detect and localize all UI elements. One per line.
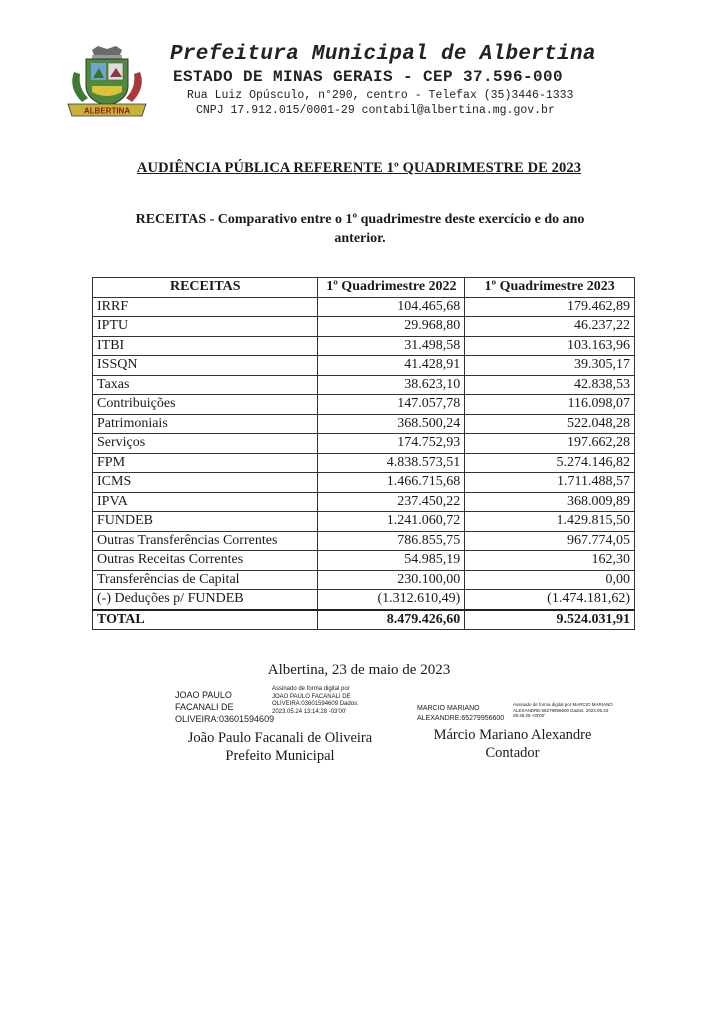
digital-signature-meta-right: Assinado de forma digital por MARCIO MARIANO ALEXANDRE:65279956600 Dados: 2023.05.23 08:46:28 -03'00' <box>513 702 613 718</box>
revenue-comparison-table <box>92 277 635 630</box>
signer-name: João Paulo Facanali de Oliveira <box>187 730 373 746</box>
row-value-2022: 230.100,00 <box>318 570 465 590</box>
row-value-2022: 237.450,22 <box>318 492 465 512</box>
table-row <box>93 356 635 376</box>
row-value-2023: 103.163,96 <box>465 336 635 356</box>
table-row <box>93 531 635 551</box>
municipal-crest-logo <box>64 44 150 120</box>
row-value-2023: 42.838,53 <box>465 375 635 395</box>
row-label: IRRF <box>93 297 318 317</box>
row-label: ICMS <box>93 473 318 493</box>
row-value-2023: 368.009,89 <box>465 492 635 512</box>
row-value-2022: 368.500,24 <box>318 414 465 434</box>
row-value-2022: (1.312.610,49) <box>318 590 465 610</box>
row-label: ISSQN <box>93 356 318 376</box>
total-value-2023: 9.524.031,91 <box>465 610 635 630</box>
row-value-2023: 522.048,28 <box>465 414 635 434</box>
row-label: Serviços <box>93 434 318 454</box>
total-value-2022: 8.479.426,60 <box>318 610 465 630</box>
header-2022: 1º Quadrimestre 2022 <box>318 278 465 298</box>
signer-role: Contador <box>485 745 540 761</box>
row-label: (-) Deduções p/ FUNDEB <box>93 590 318 610</box>
table-row <box>93 551 635 571</box>
row-value-2022: 31.498,58 <box>318 336 465 356</box>
table-row <box>93 492 635 512</box>
row-label: IPVA <box>93 492 318 512</box>
row-value-2022: 147.057,78 <box>318 395 465 415</box>
table-row <box>93 414 635 434</box>
row-value-2023: 116.098,07 <box>465 395 635 415</box>
row-label: Contribuições <box>93 395 318 415</box>
digital-signature-meta-left: Assinado de forma digital por JOAO PAULO FACANALI DE OLIVEIRA:03601594609 Dados: 2023.05.24 13:14:28 -03'00' <box>272 686 359 715</box>
row-label: IPTU <box>93 317 318 337</box>
digital-signature-name-left: JOAO PAULO FACANALI DE OLIVEIRA:03601594609 <box>175 690 275 724</box>
table-row <box>93 570 635 590</box>
row-value-2023: 1.429.815,50 <box>465 512 635 532</box>
signer-block-mayor <box>170 729 390 765</box>
header-receitas: RECEITAS <box>93 278 318 298</box>
table-row <box>93 297 635 317</box>
table-row <box>93 453 635 473</box>
row-label: FPM <box>93 453 318 473</box>
table-row <box>93 395 635 415</box>
row-label: Outras Transferências Correntes <box>93 531 318 551</box>
municipality-title: Prefeitura Municipal de Albertina <box>170 43 596 66</box>
row-value-2022: 104.465,68 <box>318 297 465 317</box>
table-row <box>93 317 635 337</box>
document-title: AUDIÊNCIA PÚBLICA REFERENTE 1º QUADRIMESTRE DE 2023 <box>136 160 582 176</box>
row-value-2023: (1.474.181,62) <box>465 590 635 610</box>
document-subtitle: RECEITAS - Comparativo entre o 1º quadrimestre deste exercício e do ano anterior. <box>135 212 585 246</box>
signer-block-accountant <box>400 726 625 762</box>
place-and-date: Albertina, 23 de maio de 2023 <box>267 662 451 678</box>
signer-role: Prefeito Municipal <box>225 748 335 764</box>
row-value-2023: 967.774,05 <box>465 531 635 551</box>
state-cep-line: ESTADO DE MINAS GERAIS - CEP 37.596-000 <box>173 68 564 86</box>
row-value-2023: 46.237,22 <box>465 317 635 337</box>
row-label: Outras Receitas Correntes <box>93 551 318 571</box>
table-row <box>93 375 635 395</box>
row-label: ITBI <box>93 336 318 356</box>
digital-signature-name-right: MARCIO MARIANO ALEXANDRE:65279956600 <box>417 705 505 722</box>
row-value-2022: 1.466.715,68 <box>318 473 465 493</box>
row-value-2022: 38.623,10 <box>318 375 465 395</box>
row-value-2022: 174.752,93 <box>318 434 465 454</box>
table-row <box>93 336 635 356</box>
header-2023: 1º Quadrimestre 2023 <box>465 278 635 298</box>
total-label: TOTAL <box>93 610 318 630</box>
row-value-2023: 197.662,28 <box>465 434 635 454</box>
table-row <box>93 590 635 610</box>
row-label: Taxas <box>93 375 318 395</box>
row-label: FUNDEB <box>93 512 318 532</box>
table-row <box>93 434 635 454</box>
table-row <box>93 473 635 493</box>
row-value-2023: 179.462,89 <box>465 297 635 317</box>
row-value-2022: 4.838.573,51 <box>318 453 465 473</box>
row-value-2023: 1.711.488,57 <box>465 473 635 493</box>
row-value-2023: 39.305,17 <box>465 356 635 376</box>
row-value-2022: 1.241.060,72 <box>318 512 465 532</box>
row-value-2022: 29.968,80 <box>318 317 465 337</box>
crest-banner-text: ALBERTINA <box>83 106 131 116</box>
address-line: Rua Luiz Opúsculo, n°290, centro - Telefax (35)3446-1333 <box>187 89 574 102</box>
row-value-2023: 0,00 <box>465 570 635 590</box>
row-value-2022: 41.428,91 <box>318 356 465 376</box>
total-row <box>93 610 635 630</box>
row-label: Patrimoniais <box>93 414 318 434</box>
row-value-2022: 54.985,19 <box>318 551 465 571</box>
row-label: Transferências de Capital <box>93 570 318 590</box>
row-value-2023: 5.274.146,82 <box>465 453 635 473</box>
table-header-row <box>93 278 635 298</box>
row-value-2022: 786.855,75 <box>318 531 465 551</box>
signer-name: Márcio Mariano Alexandre <box>433 727 592 743</box>
cnpj-email-line: CNPJ 17.912.015/0001-29 contabil@albertina.mg.gov.br <box>196 104 555 117</box>
row-value-2023: 162,30 <box>465 551 635 571</box>
table-row <box>93 512 635 532</box>
